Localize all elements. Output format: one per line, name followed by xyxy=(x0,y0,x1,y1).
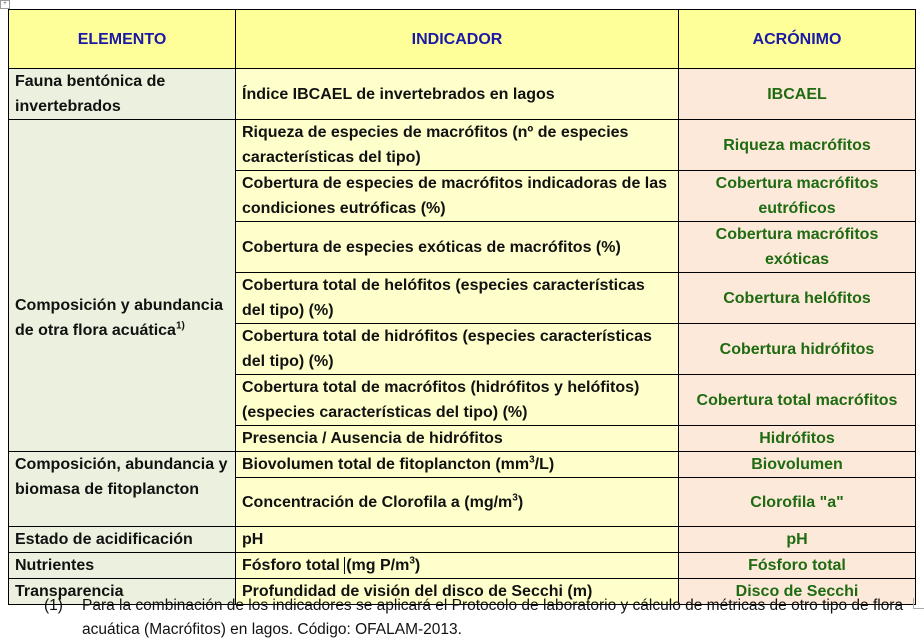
element-cell: Composición, abundancia y biomasa de fitoplancton xyxy=(9,452,236,527)
indicator-cell: pH xyxy=(236,527,679,553)
header-row xyxy=(9,10,916,69)
indicator-tail: /L) xyxy=(534,456,555,473)
indicator-cell: Índice IBCAEL de invertebrados en lagos xyxy=(236,69,679,120)
indicator-cell xyxy=(236,478,679,527)
indicator-text: Concentración de Clorofila a (mg/m xyxy=(242,493,513,511)
acronym-cell: Riqueza macrófitos xyxy=(679,120,916,171)
acronym-cell: Disco de Secchi xyxy=(679,579,916,605)
element-cell: Nutrientes xyxy=(9,553,236,579)
acronym-cell: Cobertura macrófitos eutróficos xyxy=(679,171,916,222)
table-row xyxy=(9,69,916,120)
indicator-cell: Riqueza de especies de macrófitos (nº de especies características del tipo) xyxy=(236,120,679,171)
indicator-text: Biovolumen total de fitoplancton (mm xyxy=(242,456,530,473)
acronym-cell: Biovolumen xyxy=(679,452,916,478)
acronym-cell: Cobertura total macrófitos xyxy=(679,375,916,426)
element-cell xyxy=(9,120,236,452)
acronym-cell: Cobertura hidrófitos xyxy=(679,324,916,375)
indicator-tail: ) xyxy=(517,493,524,511)
table-row xyxy=(9,553,916,579)
header-acronimo: ACRÓNIMO xyxy=(679,10,916,69)
indicator-cell: Cobertura total de macrófitos (hidrófitos y helófitos) (especies características del tipo) (%) xyxy=(236,375,679,426)
superscript: 3 xyxy=(409,555,415,567)
footnote-number: (1) xyxy=(44,597,63,614)
footnote xyxy=(44,594,914,642)
element-cell: Transparencia xyxy=(9,579,236,605)
element-text: Composición y abundancia de otra flora acuática xyxy=(15,296,224,339)
indicator-text: Fósforo total xyxy=(242,557,345,574)
indicator-cell: Profundidad de visión del disco de Secchi (m) xyxy=(236,579,679,605)
table-row xyxy=(9,120,916,171)
acronym-cell: pH xyxy=(679,527,916,553)
indicator-cell xyxy=(236,553,679,579)
table-row xyxy=(9,452,916,478)
acronym-cell: Clorofila "a" xyxy=(679,478,916,527)
indicator-cell: Cobertura de especies de macrófitos indicadoras de las condiciones eutróficas (%) xyxy=(236,171,679,222)
table-row xyxy=(9,527,916,553)
superscript: 3 xyxy=(529,454,535,466)
element-cell: Estado de acidificación xyxy=(9,527,236,553)
indicator-tail: ) xyxy=(414,557,421,574)
acronym-cell: Hidrófitos xyxy=(679,426,916,452)
table-move-handle-icon[interactable]: + xyxy=(0,0,10,9)
element-cell: Fauna bentónica de invertebrados xyxy=(9,69,236,120)
indicator-cell: Cobertura total de hidrófitos (especies características del tipo) (%) xyxy=(236,324,679,375)
indicator-unit: (mg P/m xyxy=(346,557,410,574)
indicator-cell xyxy=(236,452,679,478)
header-indicador: INDICADOR xyxy=(236,10,679,69)
footnote-text: Para la combinación de los indicadores se aplicará el Protocolo de laboratorio y cálculo de métricas de otro tipo de flora acuática (Macrófitos) en lagos. Código: OFALAM-2013. xyxy=(82,597,904,638)
indicators-table xyxy=(8,9,916,605)
header-elemento: ELEMENTO xyxy=(9,10,236,69)
indicator-cell: Presencia / Ausencia de hidrófitos xyxy=(236,426,679,452)
paragraph-mark-icon xyxy=(913,598,924,609)
superscript: 3 xyxy=(512,492,518,504)
acronym-cell: Cobertura helófitos xyxy=(679,273,916,324)
acronym-cell: Fósforo total xyxy=(679,553,916,579)
indicator-cell: Cobertura de especies exóticas de macrófitos (%) xyxy=(236,222,679,273)
acronym-cell: Cobertura macrófitos exóticas xyxy=(679,222,916,273)
indicator-cell: Cobertura total de helófitos (especies características del tipo) (%) xyxy=(236,273,679,324)
footnote-ref: 1) xyxy=(175,320,185,332)
acronym-cell: IBCAEL xyxy=(679,69,916,120)
